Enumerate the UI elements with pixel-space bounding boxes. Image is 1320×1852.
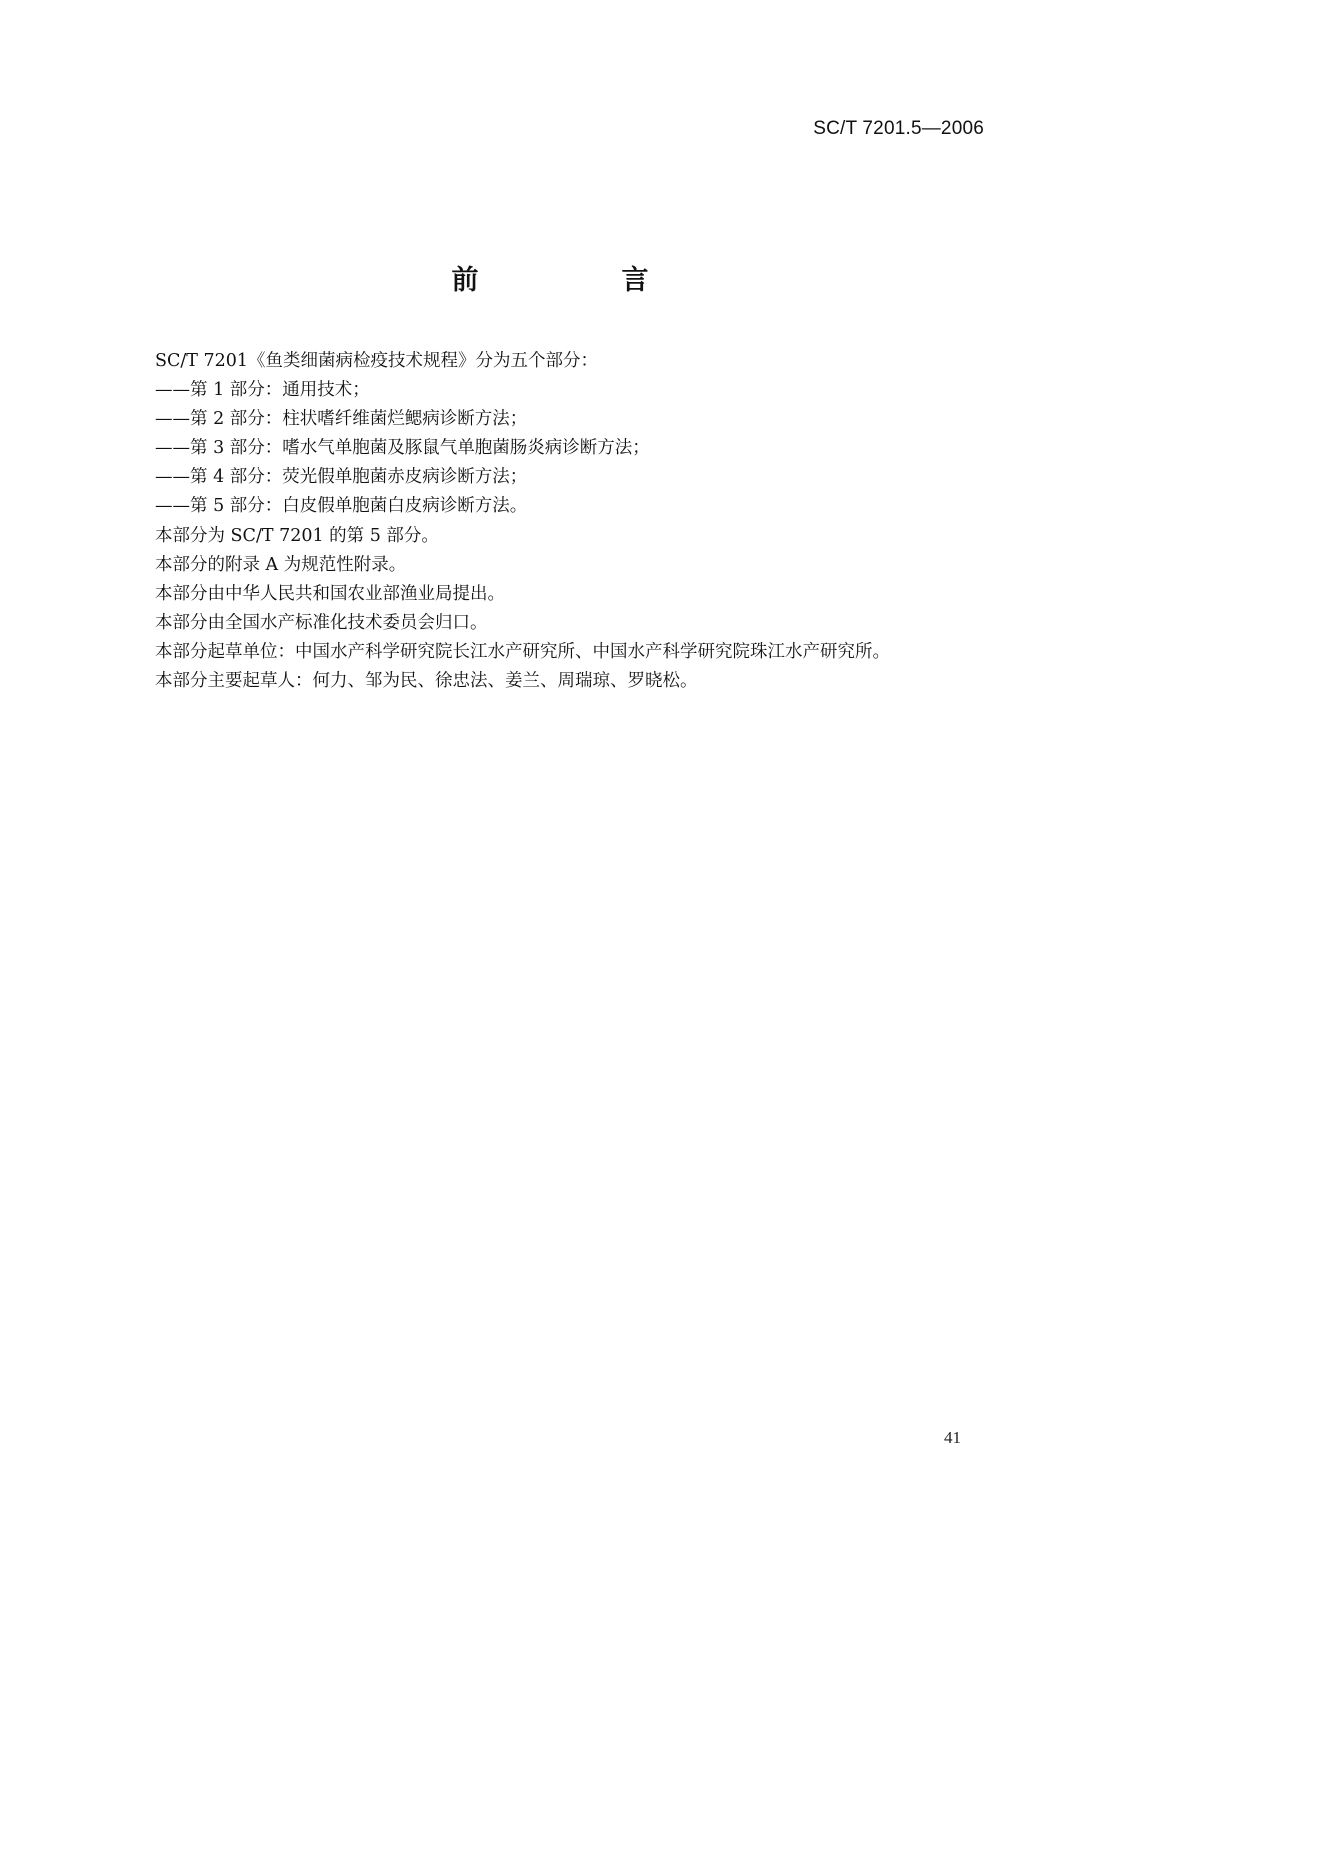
part-list-item: ——第 3 部分：嗜水气单胞菌及豚鼠气单胞菌肠炎病诊断方法；: [155, 438, 650, 459]
part-list-item: ——第 4 部分：荧光假单胞菌赤皮病诊断方法；: [155, 467, 528, 488]
drafting-units-paragraph: 本部分起草单位：中国水产科学研究院长江水产研究所、中国水产科学研究院珠江水产研究所。: [155, 641, 890, 662]
statement-paragraph: 本部分由全国水产标准化技术委员会归口。: [155, 612, 488, 633]
part-list-item: ——第 5 部分：白皮假单胞菌白皮病诊断方法。: [155, 496, 528, 517]
page-number: 41: [944, 1428, 961, 1447]
standard-code: SC/T 7201.5—2006: [813, 118, 984, 139]
page-title: 前 言: [451, 265, 707, 296]
intro-paragraph: SC/T 7201《鱼类细菌病检疫技术规程》分为五个部分：: [155, 351, 599, 371]
drafters-paragraph: 本部分主要起草人：何力、邹为民、徐忠法、姜兰、周瑞琼、罗晓松。: [155, 671, 698, 692]
statement-paragraph: 本部分为 SC/T 7201 的第 5 部分。: [155, 525, 439, 546]
statement-paragraph: 本部分的附录 A 为规范性附录。: [155, 554, 407, 575]
part-list-item: ——第 2 部分：柱状嗜纤维菌烂鳃病诊断方法；: [155, 409, 528, 430]
statement-paragraph: 本部分由中华人民共和国农业部渔业局提出。: [155, 583, 505, 604]
foreword-body: [155, 347, 985, 696]
part-list-item: ——第 1 部分：通用技术；: [155, 380, 370, 401]
